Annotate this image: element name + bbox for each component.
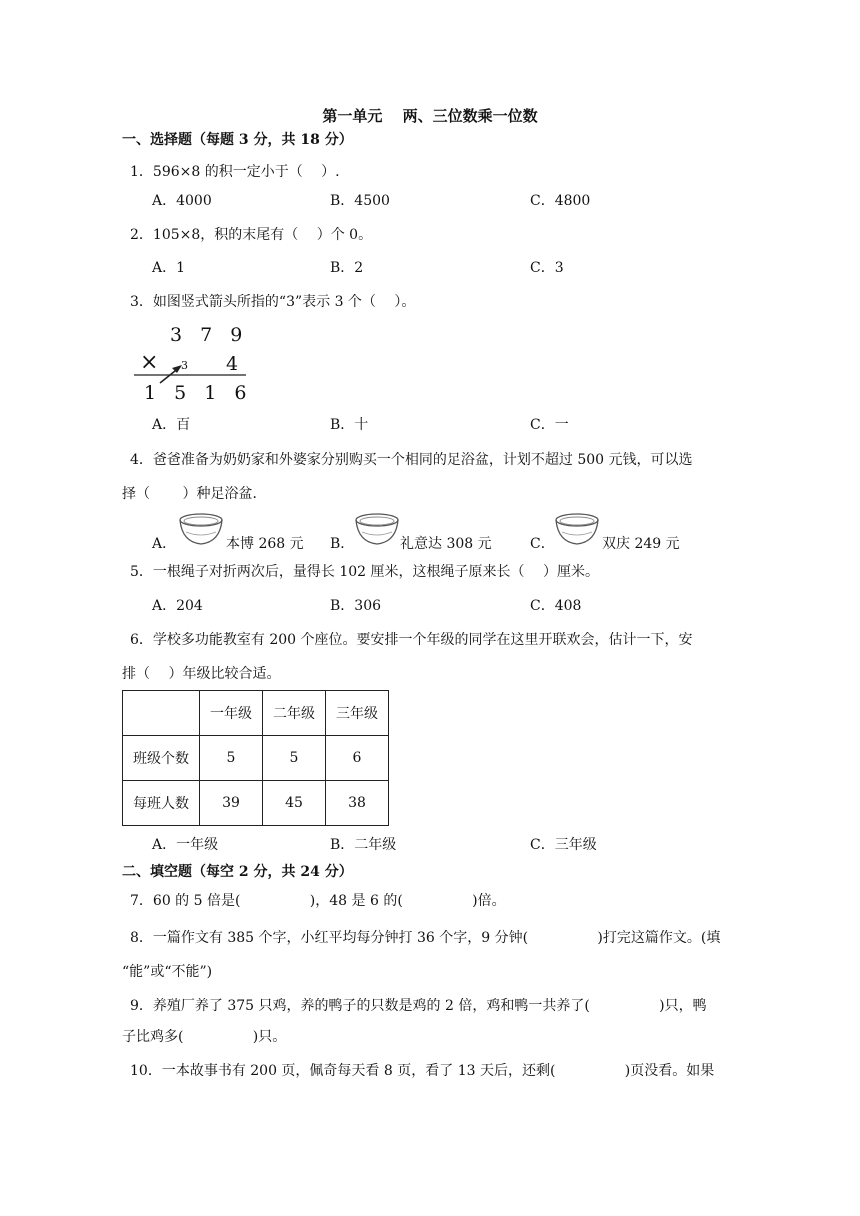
foot-basin-icon (554, 512, 600, 548)
table-cell: 45 (263, 781, 326, 826)
table-header: 二年级 (263, 691, 326, 736)
table-row-label: 每班人数 (123, 781, 200, 826)
question-8-line-1: 8．一篇作文有 385 个字，小红平均每分钟打 36 个字，9 分钟( )打完这篇作文。(填 (130, 930, 721, 946)
q1-option-c: C．4800 (530, 193, 591, 209)
grade-table (122, 690, 389, 826)
q4-option-a-letter: A． (152, 536, 177, 552)
table-cell: 5 (263, 736, 326, 781)
question-5: 5．一根绳子对折两次后，量得长 102 厘米，这根绳子原来长（ ）厘米。 (130, 564, 599, 580)
q2-option-c: C．3 (530, 260, 564, 276)
q3-option-b: B．十 (330, 417, 369, 433)
question-1: 1．596×8 的积一定小于（ ）. (130, 164, 340, 180)
q2-option-a: A．1 (152, 260, 186, 276)
question-6-line-1: 6．学校多功能教室有 200 个座位。要安排一个年级的同学在这里开联欢会，估计一下，安 (130, 632, 693, 648)
q4-option-c-letter: C． (530, 536, 555, 552)
q1-option-a: A．4000 (152, 193, 212, 209)
calc-carry-digit: 3 (181, 359, 188, 372)
question-7: 7．60 的 5 倍是( )，48 是 6 的( )倍。 (130, 893, 506, 909)
calc-multiplicand: 3 7 9 (170, 324, 249, 346)
calc-product: 1 5 1 6 (144, 382, 253, 404)
question-4-line-1: 4．爸爸准备为奶奶家和外婆家分别购买一个相同的足浴盆，计划不超过 500 元钱，可以选 (130, 452, 693, 468)
q4-option-b-label: 礼意达 308 元 (400, 536, 492, 552)
foot-basin-icon (354, 512, 400, 548)
question-3: 3．如图竖式箭头所指的“3”表示 3 个（ ）。 (130, 294, 416, 310)
calc-multiplier: 4 (226, 353, 239, 375)
q6-option-a: A．一年级 (152, 837, 219, 853)
question-4-line-2: 择（ ）种足浴盆． (122, 486, 267, 502)
q6-option-b: B．二年级 (330, 837, 397, 853)
q5-option-a: A．204 (152, 598, 203, 614)
q2-option-b: B．2 (330, 260, 364, 276)
q3-option-a: A．百 (152, 417, 191, 433)
calc-times-sign: × (140, 350, 159, 375)
q4-option-c-label: 双庆 249 元 (602, 536, 680, 552)
table-row (123, 736, 389, 781)
table-row (123, 781, 389, 826)
q6-option-c: C．三年级 (530, 837, 597, 853)
question-9-line-1: 9．养殖厂养了 375 只鸡，养的鸭子的只数是鸡的 2 倍，鸡和鸭一共养了( )只，鸭 (130, 998, 707, 1014)
table-cell: 38 (326, 781, 389, 826)
q4-option-b-letter: B． (330, 536, 355, 552)
table-cell: 39 (200, 781, 263, 826)
q3-option-c: C．一 (530, 417, 569, 433)
table-row (123, 691, 389, 736)
table-header: 一年级 (200, 691, 263, 736)
foot-basin-icon (178, 512, 224, 548)
question-6-line-2: 排（ ）年级比较合适。 (122, 666, 281, 682)
question-2: 2．105×8，积的末尾有（ ）个 0。 (130, 227, 373, 243)
page-title: 第一单元 两、三位数乘一位数 (322, 107, 538, 125)
question-10-line-1: 10．一本故事书有 200 页，佩奇每天看 8 页，看了 13 天后，还剩( )页没看。如果 (130, 1063, 715, 1079)
q4-option-a-label: 本博 268 元 (226, 536, 304, 552)
table-cell: 6 (326, 736, 389, 781)
table-cell (123, 691, 200, 736)
question-8-line-2: “能”或“不能”) (122, 964, 213, 980)
table-row-label: 班级个数 (123, 736, 200, 781)
q1-option-b: B．4500 (330, 193, 390, 209)
table-header: 三年级 (326, 691, 389, 736)
table-cell: 5 (200, 736, 263, 781)
q5-option-b: B．306 (330, 598, 382, 614)
q5-option-c: C．408 (530, 598, 582, 614)
section-heading-fill: 二、填空题（每空 2 分，共 24 分） (122, 864, 353, 880)
section-heading-choice: 一、选择题（每题 3 分，共 18 分） (122, 132, 353, 148)
question-9-line-2: 子比鸡多( )只。 (122, 1029, 287, 1045)
